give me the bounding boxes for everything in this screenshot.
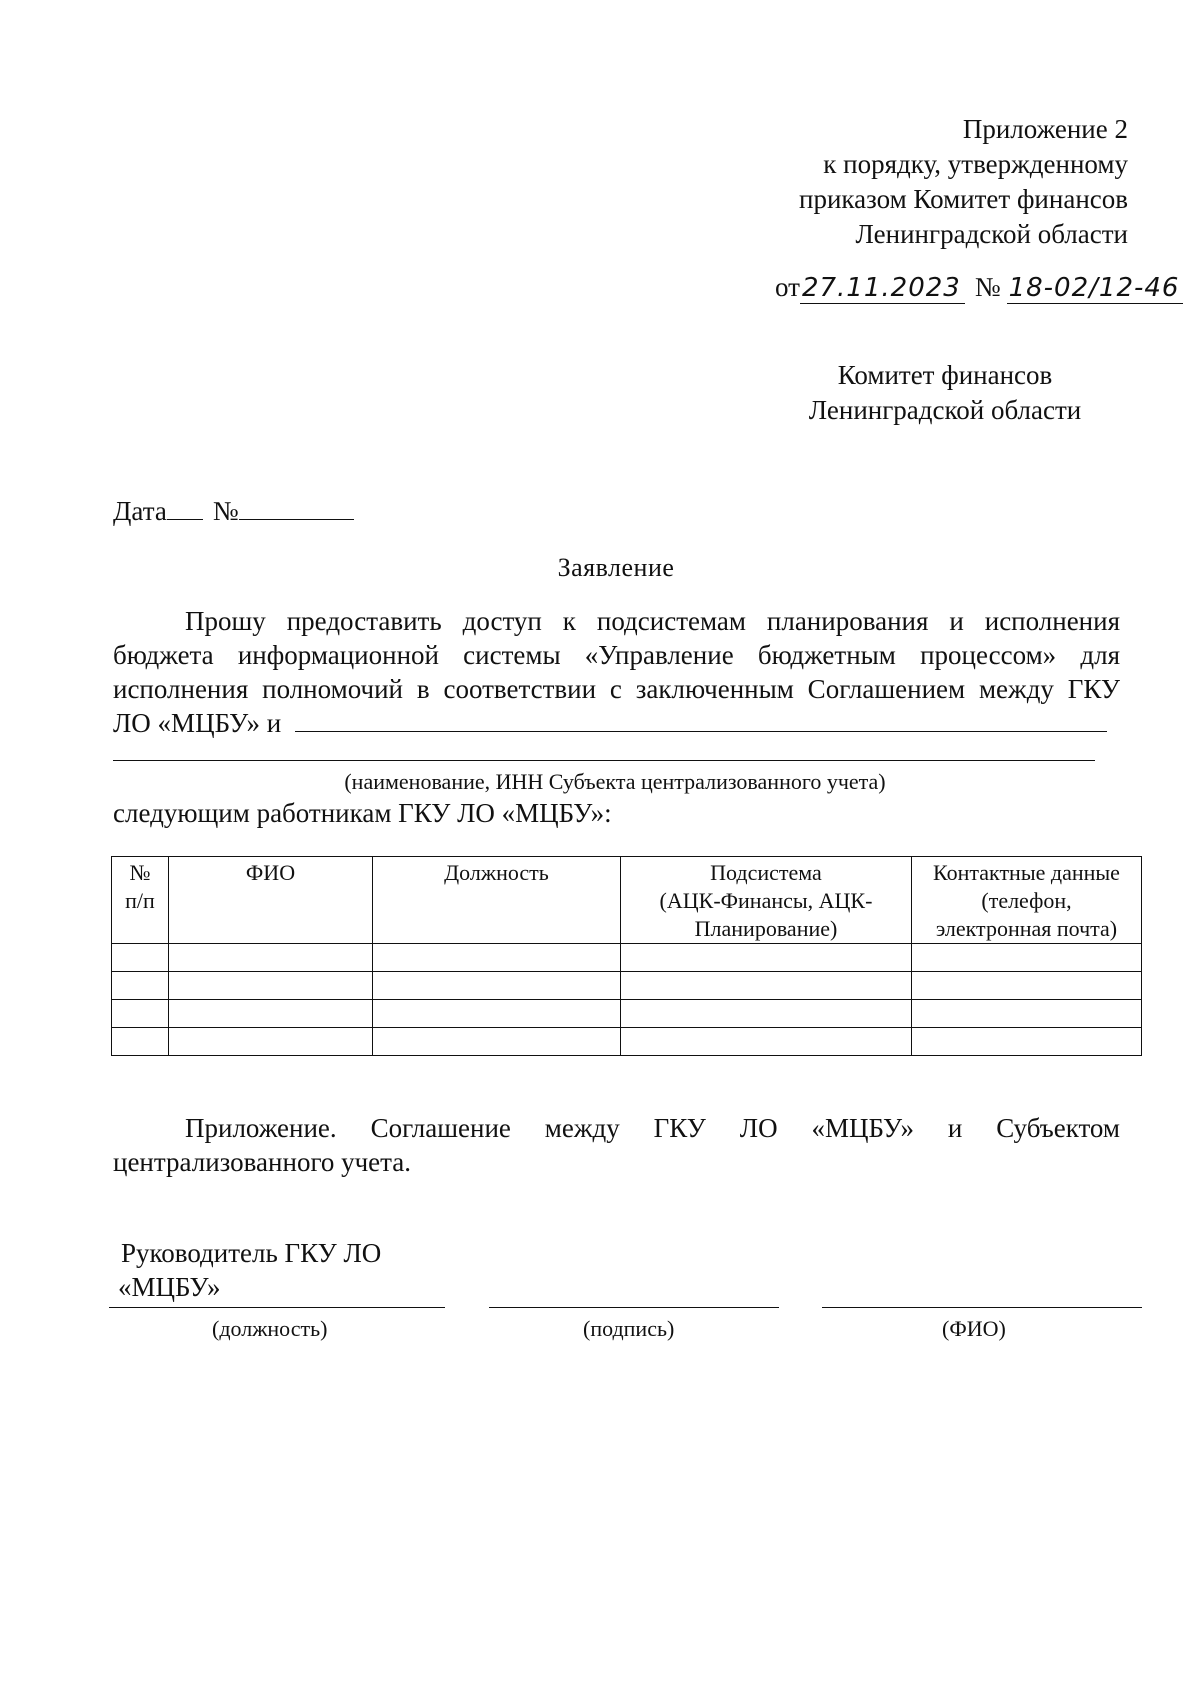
signatory-position-line-2: «МЦБУ»: [118, 1272, 221, 1302]
table-cell[interactable]: [169, 944, 373, 972]
appendix-line-1: Приложение 2: [962, 114, 1128, 144]
employees-intro: следующим работникам ГКУ ЛО «МЦБУ»:: [113, 798, 612, 828]
table-cell[interactable]: [621, 1028, 912, 1056]
header-position-text: Должность: [444, 860, 549, 885]
header-contacts-line-3: электронная почта): [935, 916, 1118, 941]
header-contacts-line-2: (телефон,: [981, 888, 1072, 913]
appendix-line-2: к порядку, утвержденному: [823, 149, 1128, 179]
header-cell-position: [373, 857, 621, 944]
position-signature-line[interactable]: [109, 1307, 445, 1308]
table-cell[interactable]: [373, 972, 621, 1000]
table-cell[interactable]: [621, 944, 912, 972]
document-title: Заявление: [557, 553, 675, 582]
number-label: №: [212, 496, 239, 526]
table-cell[interactable]: [112, 972, 169, 1000]
attachment-line-1: Приложение. Соглашение между ГКУ ЛО «МЦБУ» и Субъектом: [185, 1113, 1120, 1143]
body-line-4-text: ЛО «МЦБУ» и: [113, 708, 282, 738]
number-blank-field[interactable]: [239, 497, 354, 520]
header-contacts-line-1: Контактные данные: [933, 860, 1120, 885]
table-cell[interactable]: [373, 1028, 621, 1056]
date-label: Дата: [113, 496, 167, 526]
date-number-line: [113, 496, 354, 527]
table-cell[interactable]: [912, 1000, 1142, 1028]
header-number-line-2: п/п: [125, 888, 155, 913]
order-date-handwritten: 27.11.2023: [800, 273, 965, 304]
table-cell[interactable]: [112, 1028, 169, 1056]
subject-name-blank-field[interactable]: [295, 707, 1107, 732]
table-cell[interactable]: [112, 944, 169, 972]
signatory-position-line-1: Руководитель ГКУ ЛО: [121, 1238, 382, 1268]
appendix-line-3: приказом Комитет финансов: [799, 184, 1128, 214]
table-cell[interactable]: [112, 1000, 169, 1028]
order-reference: [775, 272, 1183, 304]
signature-line[interactable]: [489, 1307, 779, 1308]
header-subsystem-line-1: Подсистема: [710, 860, 822, 885]
signature-caption: (подпись): [583, 1316, 675, 1341]
table-row: [112, 972, 1142, 1000]
position-caption: (должность): [212, 1316, 328, 1341]
table-cell[interactable]: [912, 1028, 1142, 1056]
table-cell[interactable]: [169, 1000, 373, 1028]
body-line-1: Прошу предоставить доступ к подсистемам планирования и исполнения: [185, 606, 1120, 636]
body-line-3: исполнения полномочий в соответствии с заключенным Соглашением между ГКУ: [113, 674, 1120, 704]
table-cell[interactable]: [912, 944, 1142, 972]
recipient-block: [780, 358, 1110, 428]
body-line-4: [113, 706, 1120, 740]
table-cell[interactable]: [373, 944, 621, 972]
table-cell[interactable]: [912, 972, 1142, 1000]
header-fio-text: ФИО: [245, 860, 296, 885]
table-cell[interactable]: [621, 1000, 912, 1028]
request-paragraph: [113, 604, 1120, 740]
order-number-handwritten: 18-02/12-46: [1007, 273, 1184, 304]
appendix-header: [799, 112, 1128, 252]
table-row: [112, 1000, 1142, 1028]
table-row: [112, 1028, 1142, 1056]
table-header-row: [112, 857, 1142, 944]
header-subsystem-line-2: (АЦК-Финансы, АЦК-: [659, 888, 873, 913]
table-cell[interactable]: [373, 1000, 621, 1028]
order-number-sign: №: [974, 272, 1001, 302]
table-cell[interactable]: [621, 972, 912, 1000]
employees-table: [111, 856, 1142, 1056]
name-signature-line[interactable]: [822, 1307, 1142, 1308]
header-cell-fio: [169, 857, 373, 944]
attachment-line-2: централизованного учета.: [113, 1147, 412, 1177]
header-cell-number: [112, 857, 169, 944]
header-number-line-1: №: [129, 860, 151, 885]
attachment-paragraph: [113, 1111, 1120, 1179]
header-subsystem-line-3: Планирование): [694, 916, 838, 941]
date-blank-field[interactable]: [167, 497, 203, 520]
recipient-line-2: Ленинградской области: [808, 395, 1082, 425]
order-prefix: от: [775, 272, 800, 302]
table-cell[interactable]: [169, 972, 373, 1000]
appendix-line-4: Ленинградской области: [855, 219, 1128, 249]
recipient-line-1: Комитет финансов: [837, 360, 1053, 390]
subject-caption: (наименование, ИНН Субъекта централизованного учета): [344, 769, 886, 794]
header-cell-contacts: [912, 857, 1142, 944]
table-cell[interactable]: [169, 1028, 373, 1056]
table-row: [112, 944, 1142, 972]
subject-name-blank-line[interactable]: [113, 760, 1095, 761]
body-line-2: бюджета информационной системы «Управление бюджетным процессом» для: [113, 640, 1120, 670]
header-cell-subsystem: [621, 857, 912, 944]
name-caption: (ФИО): [942, 1316, 1006, 1341]
